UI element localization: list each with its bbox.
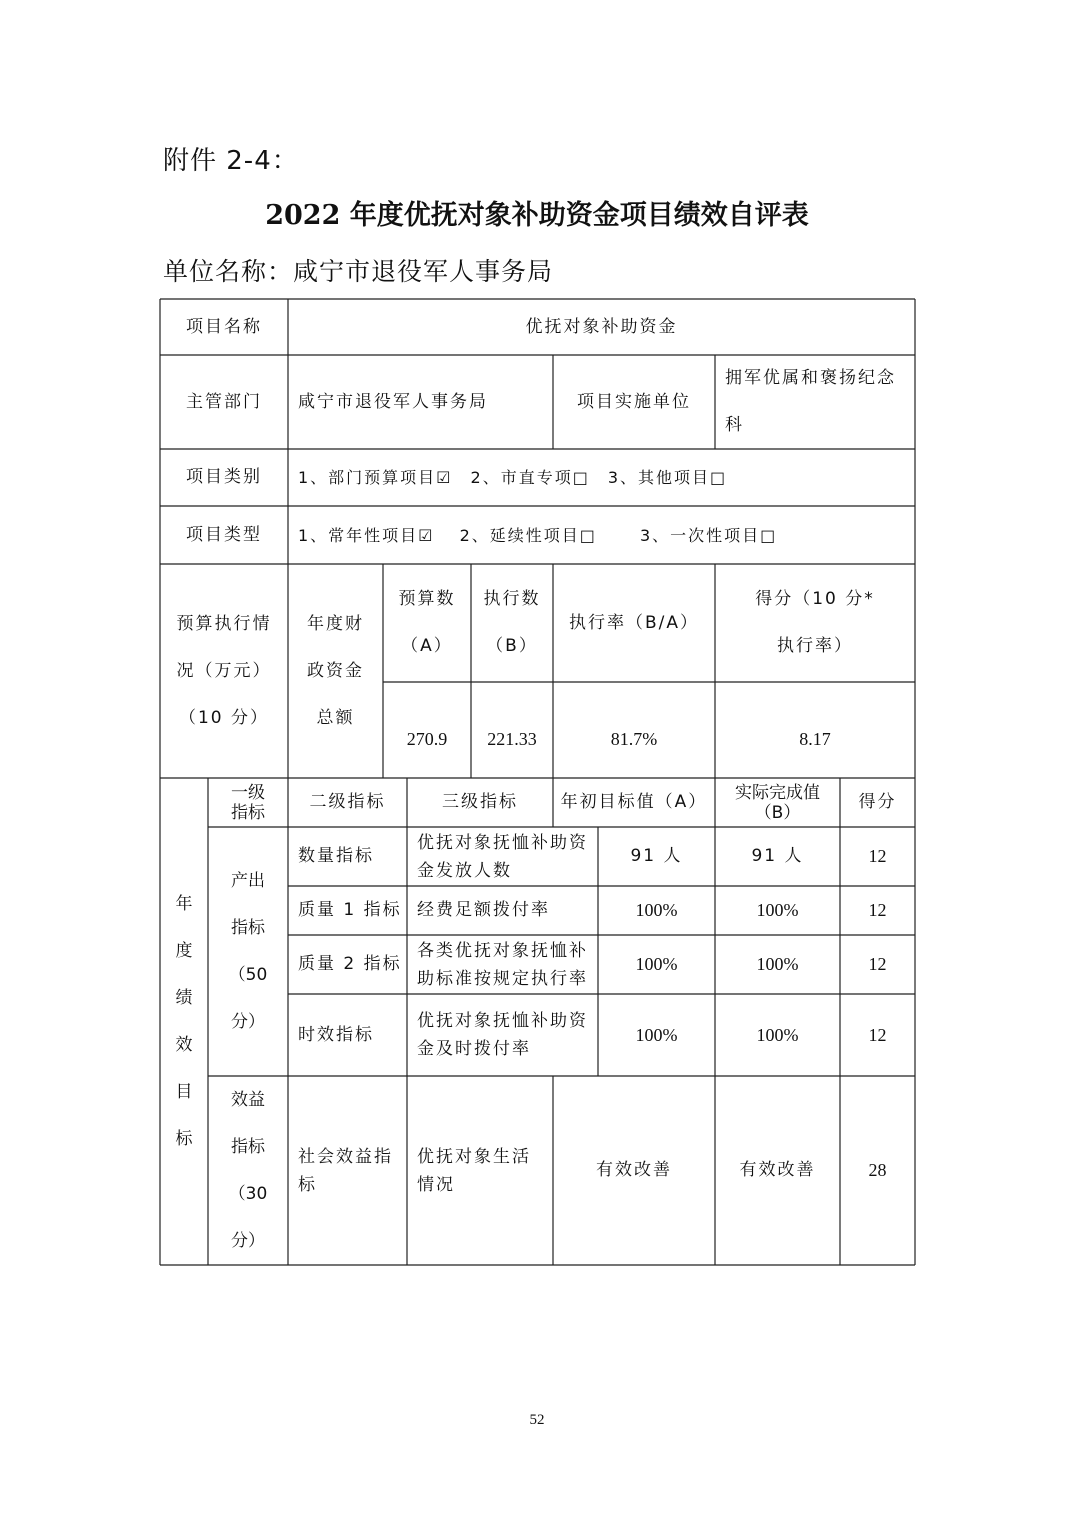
annual-perf-label: 年度绩效目标 [175, 893, 193, 1149]
level3-cell: 优抚对象抚恤补助资金发放人数 [417, 832, 588, 881]
project-name-value: 优抚对象补助资金 [525, 316, 678, 337]
dept-value: 咸宁市退役军人事务局 [298, 391, 488, 412]
target-header: 年初目标值（A） [560, 792, 708, 812]
category-label: 项目类别 [186, 467, 262, 487]
actual-cell: 91 人 [751, 846, 804, 866]
level2-cell: 质量 1 指标 [298, 900, 402, 920]
annex-label: 附件 2-4： [163, 146, 299, 176]
category-value: 1、部门预算项目☑ 2、市直专项□ 3、其他项目□ [298, 468, 728, 487]
level3-header: 三级指标 [442, 792, 518, 812]
level2-cell: 数量指标 [298, 846, 374, 866]
score-cell: 28 [868, 1160, 887, 1180]
actual-header: 实际完成值（B） [735, 782, 820, 823]
rate-value: 81.7% [610, 728, 658, 749]
target-cell: 100% [635, 954, 678, 974]
type-value: 1、常年性项目☑ 2、延续性项目□ 3、一次性项目□ [298, 525, 778, 545]
page-title: 2022 年度优抚对象补助资金项目绩效自评表 [265, 200, 809, 231]
page-number: 52 [529, 1412, 545, 1428]
impl-unit-value: 拥军优属和褒扬纪念科 [725, 368, 896, 435]
dept-label: 主管部门 [186, 391, 262, 412]
unit-name-line: 单位名称：咸宁市退役军人事务局 [163, 257, 554, 286]
target-cell: 91 人 [630, 846, 683, 866]
level2-header: 二级指标 [309, 792, 386, 812]
budget-value: 270.9 [406, 728, 448, 749]
output-indicator-label: 产出指标（50 分） [228, 870, 268, 1032]
level2-cell: 时效指标 [298, 1024, 374, 1045]
level1-header: 一级指标 [231, 782, 265, 823]
benefit-indicator-label: 效益指标（30 分） [228, 1089, 268, 1251]
level3-cell: 经费足额拨付率 [417, 900, 550, 920]
level3-cell: 优抚对象生活情况 [417, 1146, 531, 1195]
exec-value: 221.33 [487, 728, 537, 749]
rate-header: 执行率（B/A） [568, 612, 700, 633]
score-value: 8.17 [799, 728, 831, 749]
score-cell: 12 [868, 1024, 887, 1045]
impl-unit-label: 项目实施单位 [577, 391, 691, 412]
score-header: 得分（10 分*执行率） [755, 589, 875, 656]
actual-cell: 100% [756, 1024, 799, 1045]
actual-cell: 100% [756, 900, 799, 920]
level3-cell: 各类优抚对象抚恤补助标准按规定执行率 [417, 940, 588, 989]
budget-header: 预算数（A） [398, 589, 456, 656]
annual-fund-label: 年度财政资金总额 [307, 613, 364, 728]
score-cell: 12 [868, 954, 887, 974]
project-name-label: 项目名称 [186, 316, 262, 337]
actual-cell: 100% [756, 954, 799, 974]
target-cell: 100% [635, 900, 678, 920]
budget-label: 预算执行情况（万元）（10 分） [176, 613, 272, 728]
target-cell: 100% [635, 1024, 678, 1045]
level2-cell: 社会效益指标 [298, 1146, 393, 1195]
target-cell: 有效改善 [596, 1160, 672, 1180]
exec-header: 执行数（B） [483, 589, 541, 656]
level2-cell: 质量 2 指标 [298, 954, 402, 974]
type-label: 项目类型 [186, 524, 262, 545]
score-header-perf: 得分 [858, 792, 897, 812]
actual-cell: 有效改善 [739, 1160, 816, 1180]
score-cell: 12 [868, 900, 887, 920]
level3-cell: 优抚对象抚恤补助资金及时拨付率 [417, 1011, 588, 1059]
score-cell: 12 [868, 846, 887, 866]
